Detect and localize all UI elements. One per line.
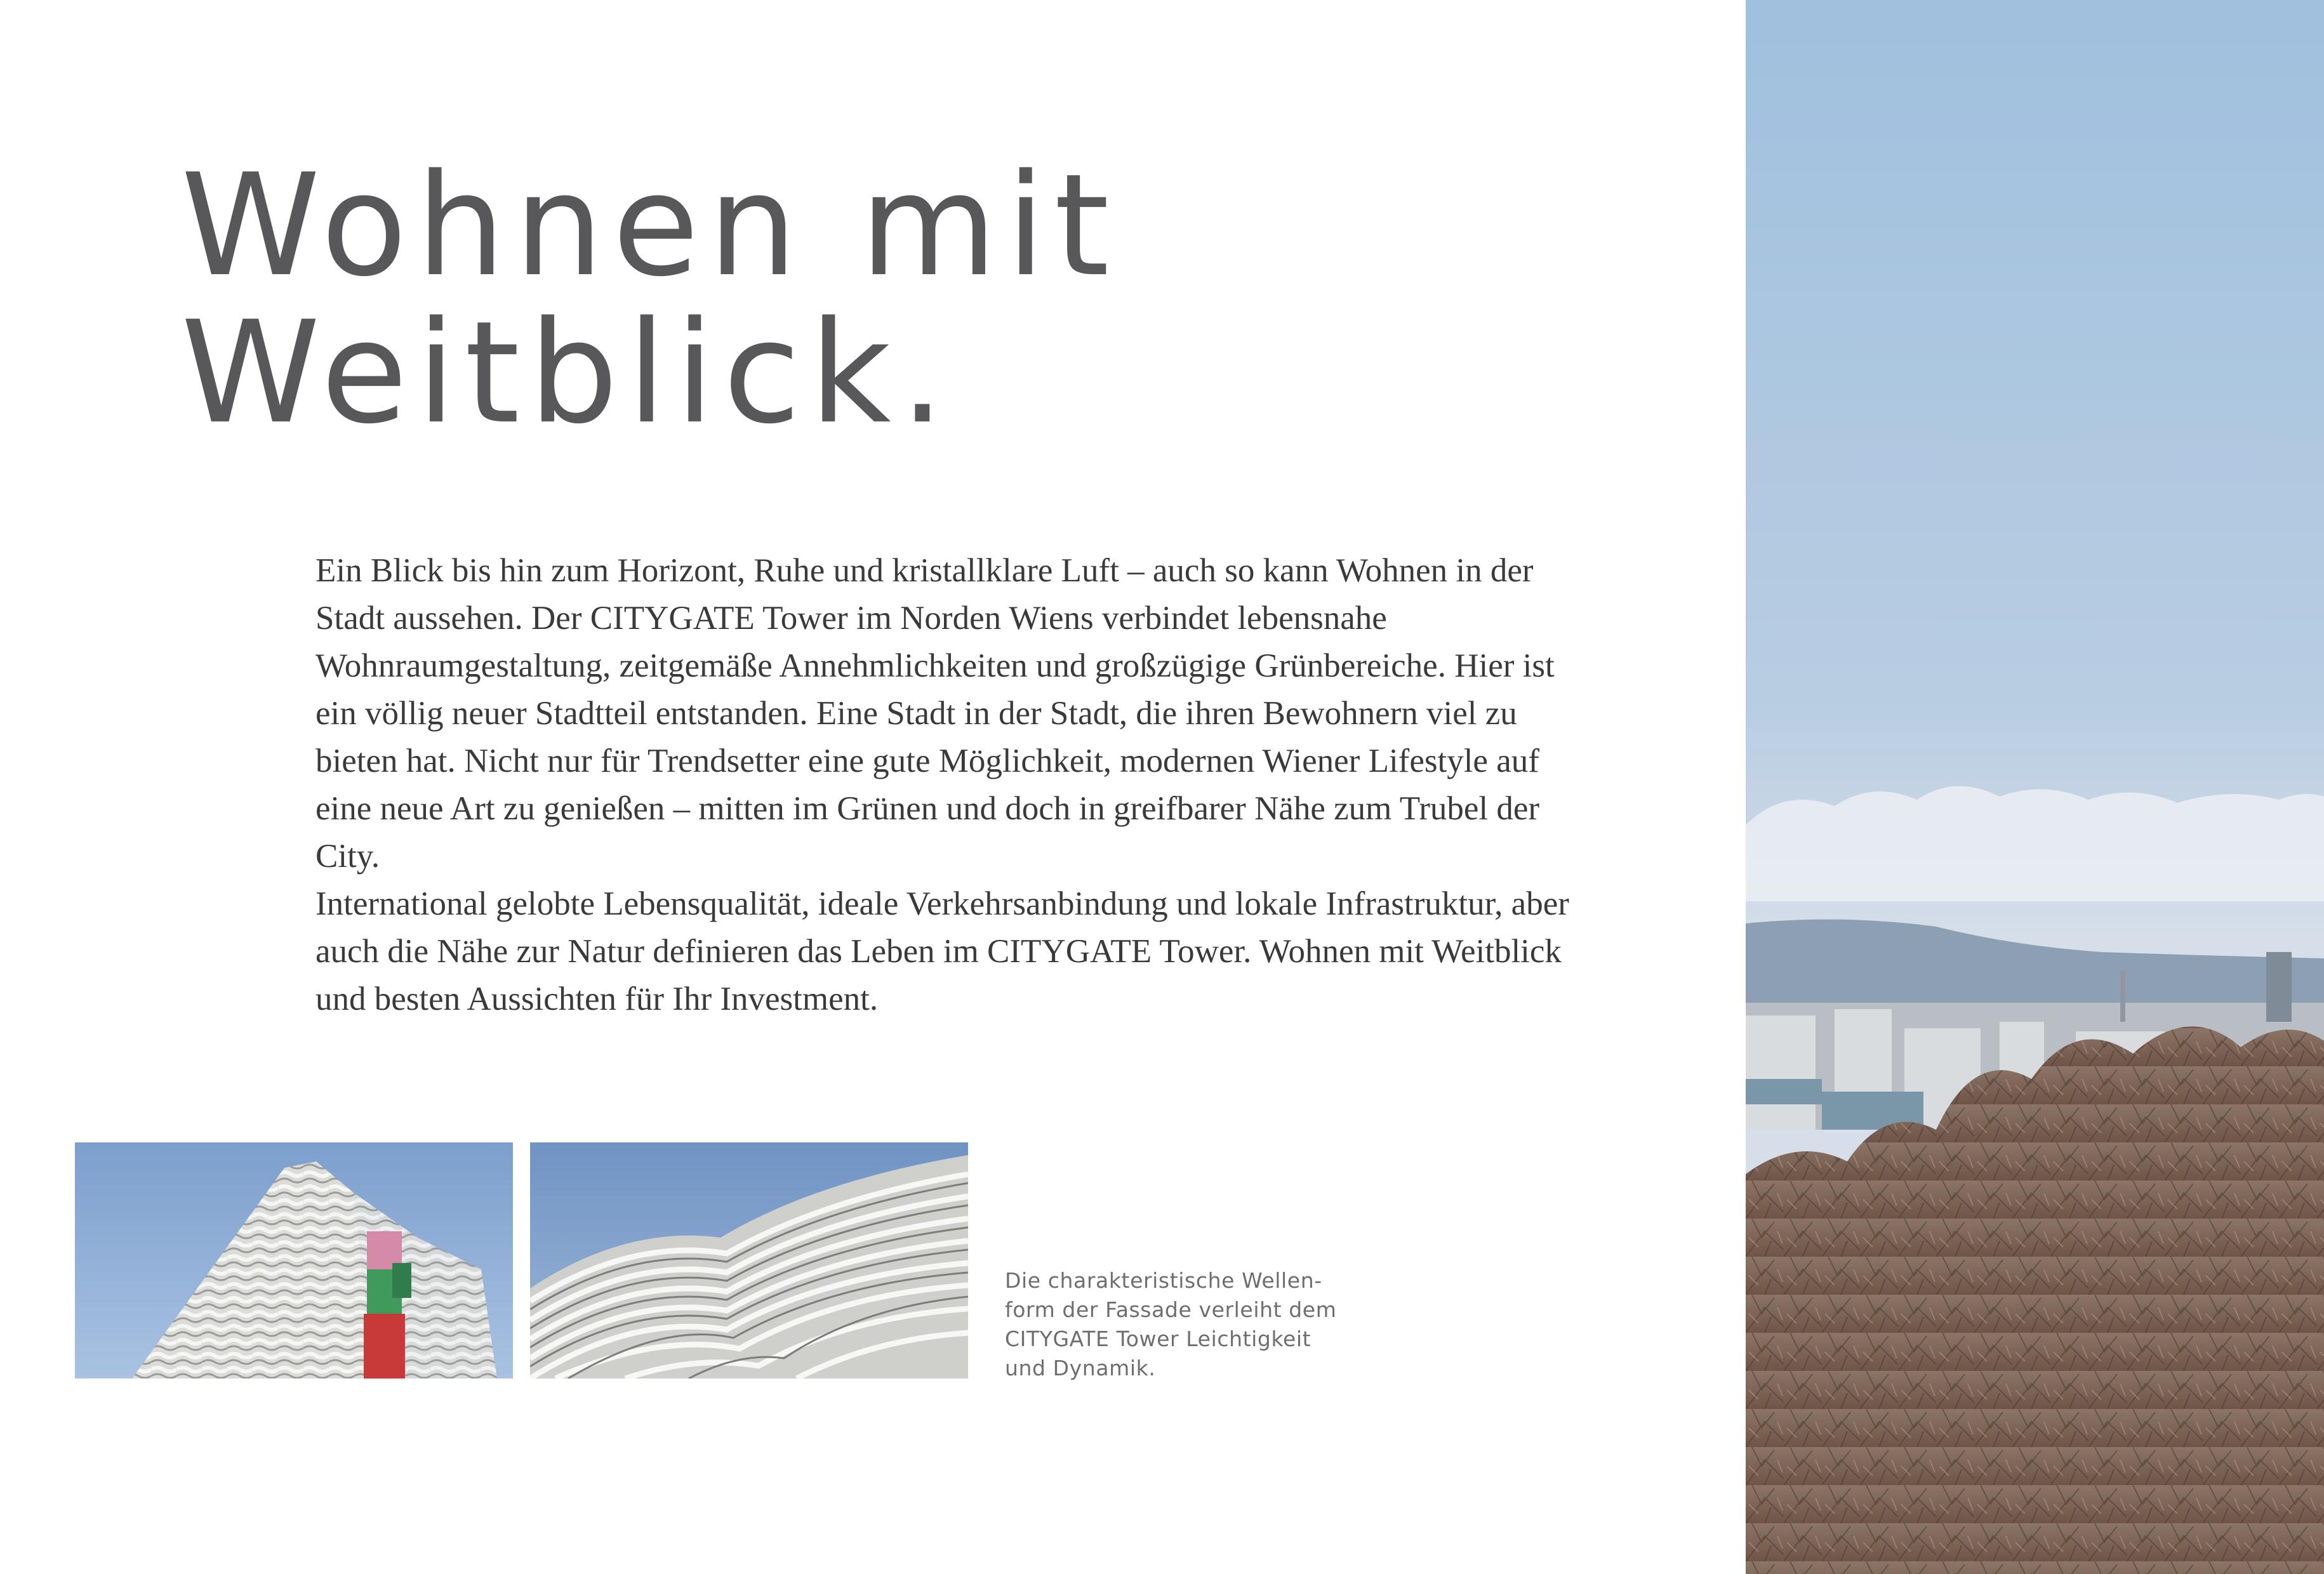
- photo-caption: [1005, 1266, 1411, 1383]
- tower-facade-image: [75, 1142, 513, 1379]
- headline-line-1: Wohnen mit: [181, 144, 1119, 308]
- vienna-skyline-photo: [1746, 0, 2324, 1574]
- body-paragraph-1: Ein Blick bis hin zum Horizont, Ruhe und kristallklare Luft – auch so kann Wohnen in der Stadt aussehen. Der CITYGATE Tower im Norden Wiens verbindet lebensnahe Wohnraumgestaltung, zeitgemäße Annehmlichkeiten und großzügige Grünbereiche. Hier ist ein völlig neuer Stadtteil entstanden. Eine Stadt in der Stadt, die ihren Bewohnern viel zu bieten hat. Nicht nur für Trendsetter eine gute Möglichkeit, modernen Wiener Lifestyle auf eine neue Art zu genießen – mitten im Grünen und doch in greifbarer Nähe zum Trubel der City.: [315, 552, 1555, 875]
- caption-line-1: Die charakteristische Wellen-: [1005, 1268, 1322, 1293]
- headline-line-2: Weitblick.: [181, 291, 954, 455]
- body-paragraph-2: International gelobte Lebensqualität, ideale Verkehrsanbindung und lokale Infrastruktur, aber auch die Nähe zur Natur definieren das Leben im CITYGATE Tower. Wohnen mit Weitblick und besten Aussichten für Ihr Investment.: [315, 885, 1569, 1017]
- page-headline: [181, 144, 1119, 455]
- body-copy: [315, 547, 1598, 1023]
- tower-facade-photo: [75, 1142, 513, 1379]
- wave-balconies-image: [530, 1142, 968, 1379]
- caption-line-3: CITYGATE Tower Leichtigkeit: [1005, 1326, 1311, 1351]
- caption-line-4: und Dynamik.: [1005, 1356, 1156, 1380]
- wave-balconies-photo: [530, 1142, 968, 1379]
- vienna-skyline-image: [1746, 0, 2324, 1574]
- caption-line-2: form der Fassade verleiht dem: [1005, 1297, 1337, 1322]
